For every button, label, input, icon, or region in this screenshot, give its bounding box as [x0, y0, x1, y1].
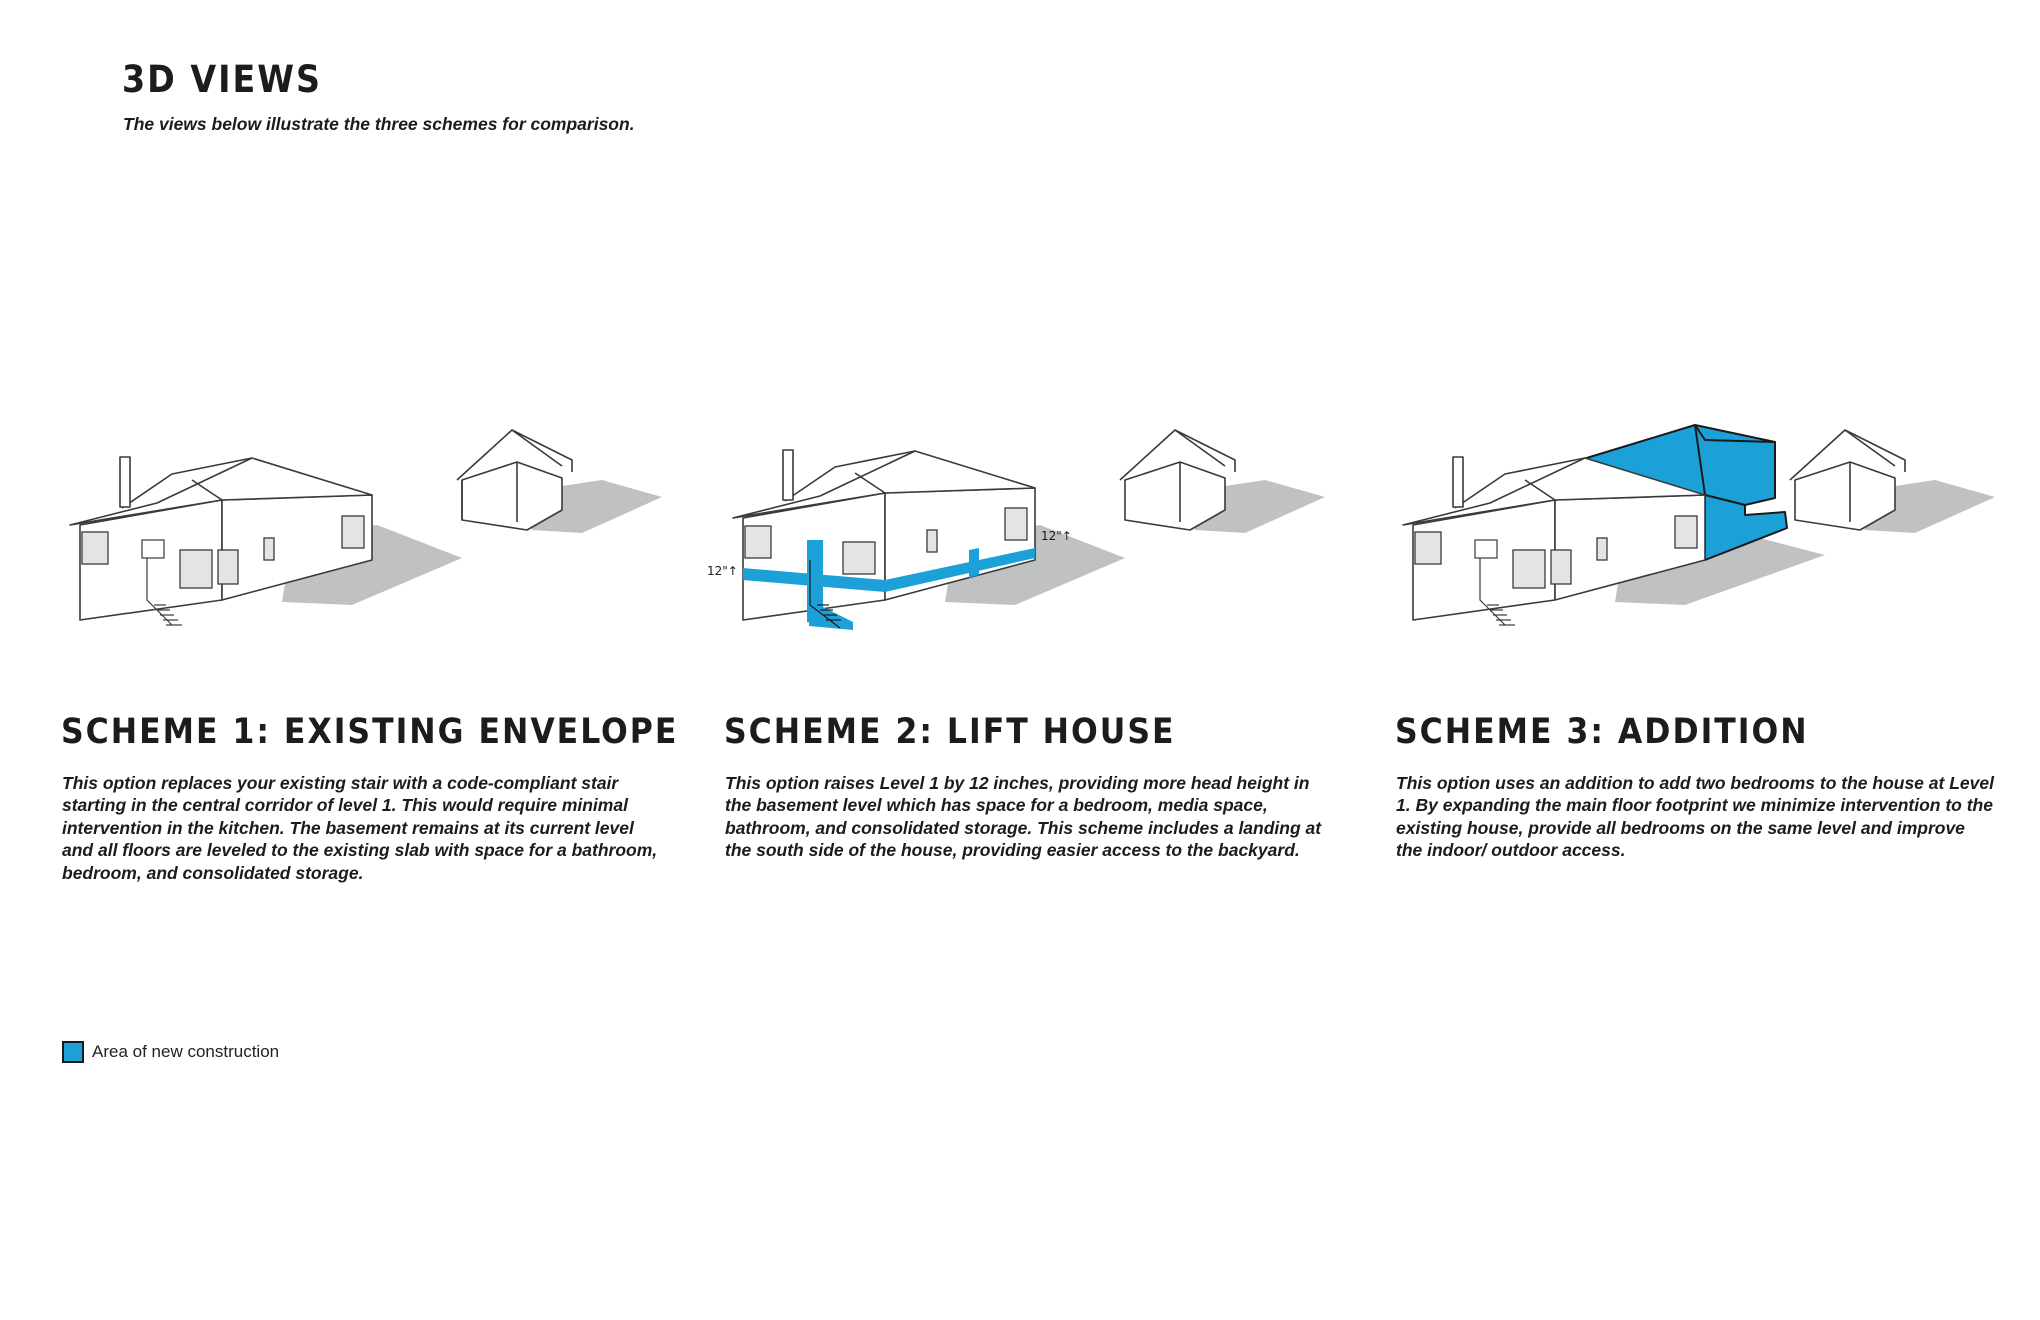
- garage-outline: [457, 430, 572, 530]
- lift-annotation-right: 12"↑: [1041, 529, 1072, 543]
- scheme-1-illustration: [62, 400, 682, 660]
- scheme-1-description: This option replaces your existing stair with a code-compliant stair starting in the central corridor of level 1. This would require minimal intervention in the kitchen. The basement remains at its current level and all floors are leveled to the existing slab with space for a bathroom, bedroom, and consolidated storage.: [62, 773, 658, 883]
- lift-annotation-left: 12"↑: [707, 564, 738, 578]
- garage-outline: [1790, 430, 1905, 530]
- scheme-3-illustration: [1395, 400, 2015, 660]
- page-subtitle: The views below illustrate the three schemes for comparison.: [123, 114, 635, 134]
- scheme-3-title: SCHEME 3: ADDITION: [1395, 712, 1809, 752]
- scheme-1-title: SCHEME 1: EXISTING ENVELOPE: [61, 712, 679, 752]
- scheme-2-title: SCHEME 2: LIFT HOUSE: [724, 712, 1176, 752]
- legend-label: Area of new construction: [92, 1042, 280, 1061]
- page-title: 3D VIEWS: [122, 58, 322, 101]
- scheme-2-description: This option raises Level 1 by 12 inches, providing more head height in the basement level which has space for a bedroom, media space, bathroom, and consolidated storage. This scheme includes a landing at the south side of the house, providing easier access to the backyard.: [725, 773, 1322, 861]
- legend-swatch-icon: [62, 1041, 84, 1063]
- legend: [62, 1041, 279, 1063]
- scheme-3-description: This option uses an addition to add two bedrooms to the house at Level 1. By expanding the main floor footprint we minimize intervention to the existing house, provide all bedrooms on the same level and improve the indoor/ outdoor access.: [1396, 773, 1994, 861]
- garage-outline: [1120, 430, 1235, 530]
- scheme-2-illustration: [707, 400, 1345, 660]
